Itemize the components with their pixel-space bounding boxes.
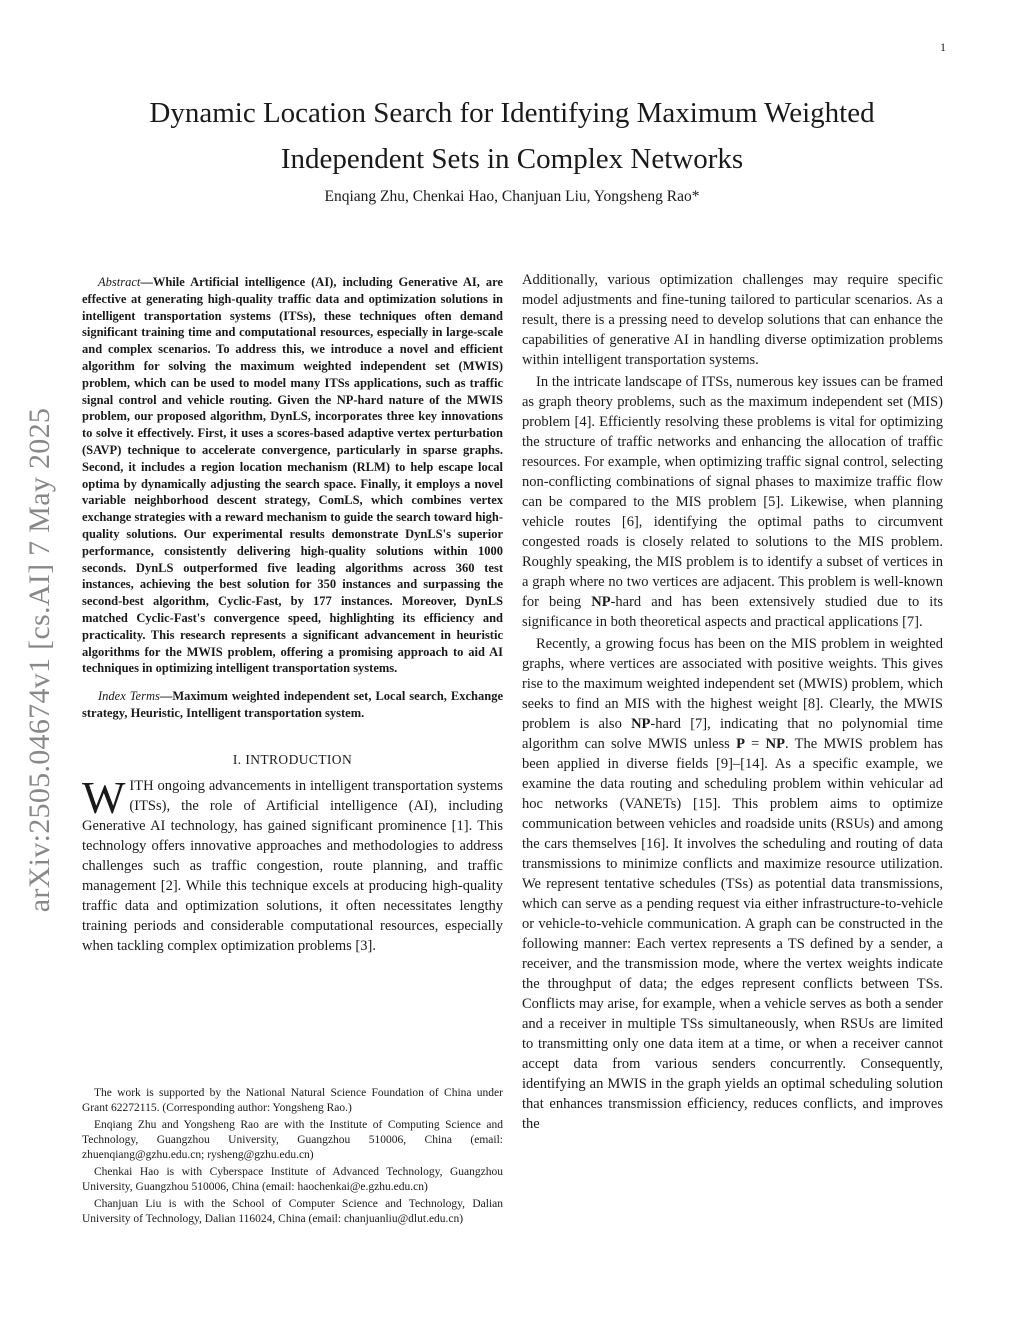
left-column — [82, 274, 503, 956]
section-heading-introduction: I. INTRODUCTION — [232, 751, 353, 767]
np-term: NP — [765, 736, 785, 752]
index-terms-text: —Maximum weighted independent set, Local search, Exchange strategy, Heuristic, Intelligent transportation system. — [82, 689, 503, 720]
np-term: NP — [591, 594, 611, 610]
introduction-text: ITH ongoing advancements in intelligent transportation systems (ITSs), the role of Artificial intelligence (AI), including Generative AI technology, has gained significant prominence [1]. This technology offers innovative approaches and methodologies to address challenges such as traffic congestion, route planning, and traffic management [2]. While this technique excels at producing high-quality traffic data and optimization solutions, it often necessitates lengthy training periods and considerable computational resources, especially when tackling complex optimization problems [3]. — [82, 777, 503, 954]
abstract — [82, 274, 503, 677]
paragraph-mwis-problem — [522, 634, 943, 1134]
paragraph-optimization-challenges: Additionally, various optimization challenges may require specific model adjustments and fine-tuning tailored to particular scenarios. As a result, there is a pressing need to develop solutions that can enhance the capabilities of generative AI in handling diverse optimization problems within intelligent transportation systems. — [522, 272, 943, 368]
page-number: 1 — [940, 40, 946, 54]
paragraph-its-graph-problems — [522, 372, 943, 632]
paper-title — [90, 90, 934, 182]
paragraph-text: . The MWIS problem has been applied in diverse fields [9]–[14]. As a specific example, we examine the data routing and scheduling problem within vehicular ad hoc networks (VANETs) [15]. This problem aims to optimize communication between vehicles and roadside units (RSUs) and among the cars themselves [16]. It involves the scheduling and routing of data transmissions to minimize conflicts and maximize resource utilization. We represent tentative schedules (TSs) as potential data transmissions, which can serve as a pending request via either infrastructure-to-vehicle or vehicle-to-vehicle communication. A graph can be constructed in the following manner: Each vertex represents a TS defined by a sender, a receiver, and the transmission mode, where the vertex weights indicate the throughput of data; the edges represent conflicts between TSs. Conflicts may arise, for example, when a vehicle serves as both a sender and a receiver in multiple TSs simultaneously, when RSUs are limited to transmitting only one data item at a time, or when a receiver cannot accept data from various senders concurrently. Consequently, identifying an MWIS in the graph yields an optimal scheduling solution that enhances transmission efficiency, reduces conflicts, and improves the — [522, 736, 943, 1132]
abstract-label: Abstract — [98, 275, 141, 289]
paragraph-text: -hard and has been extensively studied due to its significance in both theoretical aspects and practical applications [7]. — [522, 594, 943, 630]
footnote-affiliation-hao: Chenkai Hao is with Cyberspace Institute of Advanced Technology, Guangzhou University, Guangzhou 510006, China (email: haochenkai@e.gzhu.edu.cn) — [82, 1166, 503, 1193]
drop-cap: W — [82, 771, 126, 823]
title-line-2: Independent Sets in Complex Networks — [280, 143, 744, 175]
np-term: NP — [631, 716, 651, 732]
arxiv-identifier-stamp[interactable]: arXiv:2505.04674v1 [cs.AI] 7 May 2025 — [23, 407, 56, 913]
paragraph-text: Recently, a growing focus has been on the MIS problem in weighted graphs, where vertices are associated with positive weights. This gives rise to the maximum weighted independent set (MWIS) problem, which seeks to find an MIS with the highest weight [8]. Clearly, the MWIS problem is also — [522, 636, 943, 732]
paragraph-text: In the intricate landscape of ITSs, numerous key issues can be framed as graph theory problems, such as the maximum independent set (MIS) problem [4]. Efficiently resolving these problems is vital for optimizing the structure of traffic networks and enhancing the allocation of traffic resources. For example, when optimizing traffic signal control, selecting non-conflicting combinations of signal phases to maximize traffic flow can be compared to the MIS problem [5]. Likewise, when planning vehicle routes [6], identifying the optimal paths to circumvent congested roads is closely related to solutions to the MIS problem. Roughly speaking, the MIS problem is to identify a subset of vertices in a graph where no two vertices are adjacent. This problem is well-known for being — [522, 374, 943, 610]
index-terms — [82, 688, 503, 722]
footnotes — [82, 1086, 503, 1229]
introduction-paragraph — [82, 771, 503, 956]
equals-sign: = — [744, 736, 766, 752]
index-terms-label: Index Terms — [98, 689, 160, 704]
footnote-affiliation-liu: Chanjuan Liu is with the School of Computer Science and Technology, Dalian University of Technology, Dalian 116024, China (email: chanjuanliu@dlut.edu.cn) — [82, 1198, 503, 1225]
title-line-1: Dynamic Location Search for Identifying Maximum Weighted — [149, 97, 875, 129]
p-term: P — [736, 736, 745, 752]
right-column — [522, 270, 943, 1134]
paragraph-text: -hard [7], indicating that no polynomial time algorithm can solve MWIS unless — [522, 716, 943, 752]
abstract-text: —While Artificial intelligence (AI), including Generative AI, are effective at generating high-quality traffic data and optimization solutions in intelligent transportation systems (ITSs), these techniques often demand significant training time and computational resources, especially in large-scale and complex scenarios. To address this, we introduce a novel and efficient algorithm for solving the maximum weighted independent set (MWIS) problem, which can be used to model many ITSs applications, such as traffic signal control and vehicle routing. Given the NP-hard nature of the MWIS problem, our proposed algorithm, DynLS, incorporates three key innovations to solve it effectively. First, it uses a scores-based adaptive vertex perturbation (SAVP) technique to accelerate convergence, particularly in sparse graphs. Second, it includes a region location mechanism (RLM) to help escape local optima by dynamically adjusting the search space. Finally, it employs a novel variable neighborhood descent strategy, ComLS, which combines vertex exchange strategies with a reward mechanism to guide the search toward high-quality solutions. Our experimental results demonstrate DynLS's superior performance, consistently delivering high-quality solutions within 1000 seconds. DynLS outperformed five leading algorithms across 360 test instances, achieving the best solution for 350 instances and surpassing the second-best algorithm, Cyclic-Fast, by 177 instances. Moreover, DynLS matched Cyclic-Fast's convergence speed, highlighting its efficiency and practicality. This research represents a significant advancement in heuristic algorithms for the MWIS problem, offering a promising approach to aid AI techniques in optimizing intelligent transportation systems. — [82, 275, 503, 676]
footnote-affiliation-zhu-rao: Enqiang Zhu and Yongsheng Rao are with the Institute of Computing Science and Technology, Guangzhou University, Guangzhou 510006, China (email: zhuenqiang@gzhu.edu.cn; rysheng@gzhu.edu.cn) — [82, 1119, 503, 1161]
author-list: Enqiang Zhu, Chenkai Hao, Chanjuan Liu, Yongsheng Rao* — [324, 188, 700, 205]
footnote-funding: The work is supported by the National Natural Science Foundation of China under Grant 62272115. (Corresponding author: Yongsheng Rao.) — [82, 1087, 503, 1114]
